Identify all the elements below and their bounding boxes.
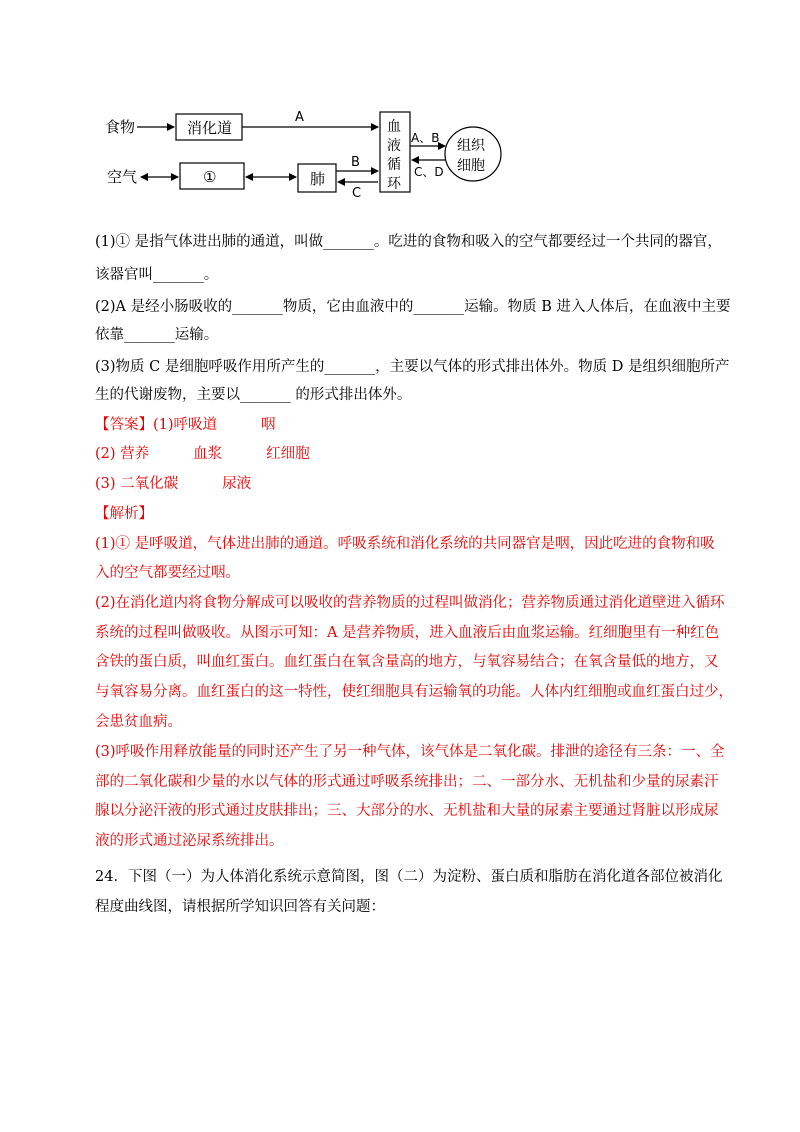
analysis-label: 【解析】 xyxy=(95,506,153,522)
tissue-cell-line2: 细胞 xyxy=(457,158,485,174)
analysis-line: 腺以分泌汗液的形式通过皮肤排出；三、大部分的水、无机盐和大量的尿素主要通过肾脏以形成尿 xyxy=(95,803,719,819)
tissue-cell-line1: 组织 xyxy=(457,138,485,154)
analysis-line: (1)① 是呼吸道，气体进出肺的通道。呼吸系统和消化系统的共同器官是咽，因此吃进的食物和吸 xyxy=(95,536,715,552)
answer-3-first: 二氧化碳 xyxy=(120,476,179,492)
question-2-line-1: (2)A 是经小肠吸收的_______物质，它由血液中的_______运输。物质 B 进入人体后，在血液中主要 xyxy=(95,299,731,315)
question-24-line-1: 24．下图（一）为人体消化系统示意简图，图（二）为淀粉、蛋白质和脂肪在消化道各部位被消化 xyxy=(95,869,723,885)
analysis-line: 系统的过程叫做吸收。从图示可知：A 是营养物质，进入血液后由血浆运输。红细胞里有一种红色 xyxy=(95,625,720,641)
answer-3-prefix: (3) xyxy=(95,476,121,492)
answer-1-first: 呼吸道 xyxy=(173,417,218,433)
question-2-line-2: 依靠_______运输。 xyxy=(95,327,219,343)
analysis-line: (2)在消化道内将食物分解成可以吸收的营养物质的过程叫做消化；营养物质通过消化道壁进入循环 xyxy=(95,595,725,611)
digestive-tract-label: 消化道 xyxy=(187,119,233,137)
answer-row-2 xyxy=(95,444,310,464)
answer-3-second: 尿液 xyxy=(222,476,252,492)
label-ab: A、B xyxy=(411,131,440,145)
answer-2-third: 红细胞 xyxy=(266,446,310,462)
blood-char-2: 液 xyxy=(387,138,401,154)
analysis-line: 含铁的蛋白质，叫血红蛋白。血红蛋白在氧含量高的地方，与氧容易结合；在氧含量低的地方，又 xyxy=(95,654,719,670)
analysis-line: 液的形式通过泌尿系统排出。 xyxy=(95,833,284,849)
analysis-line: (3)呼吸作用释放能量的同时还产生了另一种气体，该气体是二氧化碳。排泄的途径有三条：一、全 xyxy=(95,744,725,760)
food-label: 食物 xyxy=(105,118,136,136)
label-b: B xyxy=(351,155,360,170)
blood-char-1: 血 xyxy=(387,119,401,135)
physiology-flow-diagram xyxy=(95,100,525,200)
analysis-line: 入的空气都要经过咽。 xyxy=(95,565,240,581)
question-1-line-2: 该器官叫_______。 xyxy=(95,267,219,283)
question-1-line-1: (1)① 是指气体进出肺的通道，叫做_______。吃进的食物和吸入的空气都要经过一个共同的器官， xyxy=(95,234,722,250)
question-3-line-1: (3)物质 C 是细胞呼吸作用所产生的_______，主要以气体的形式排出体外。物质 D 是组织细胞所产 xyxy=(95,359,730,375)
airway-label: ① xyxy=(203,168,217,186)
answer-1-prefix: (1) xyxy=(153,417,174,433)
label-c: C xyxy=(352,186,362,200)
answer-2-second: 血浆 xyxy=(193,446,223,462)
answer-1-second: 咽 xyxy=(261,417,276,433)
blood-char-4: 环 xyxy=(387,176,401,192)
question-3-line-2: 生的代谢废物，主要以_______ 的形式排出体外。 xyxy=(95,387,412,403)
question-24-line-2: 程度曲线图，请根据所学知识回答有关问题： xyxy=(95,899,385,915)
answer-2-first: 营养 xyxy=(120,446,150,462)
label-a: A xyxy=(295,110,304,125)
label-cd: C、D xyxy=(414,165,444,179)
analysis-line: 会患贫血病。 xyxy=(95,714,182,730)
analysis-line: 与氧容易分离。血红蛋白的这一特性，使红细胞具有运输氧的功能。人体内红细胞或血红蛋白过少， xyxy=(95,684,733,700)
blood-char-3: 循 xyxy=(387,157,401,173)
answer-label: 【答案】 xyxy=(95,417,153,433)
air-label: 空气 xyxy=(107,168,138,186)
answer-row-1 xyxy=(95,415,276,435)
answer-2-prefix: (2) xyxy=(95,446,121,462)
answer-row-3 xyxy=(95,474,251,494)
lung-label: 肺 xyxy=(310,170,326,188)
analysis-line: 部的二氧化碳和少量的水以气体的形式通过呼吸系统排出；二、一部分水、无机盐和少量的尿素汗 xyxy=(95,774,719,790)
